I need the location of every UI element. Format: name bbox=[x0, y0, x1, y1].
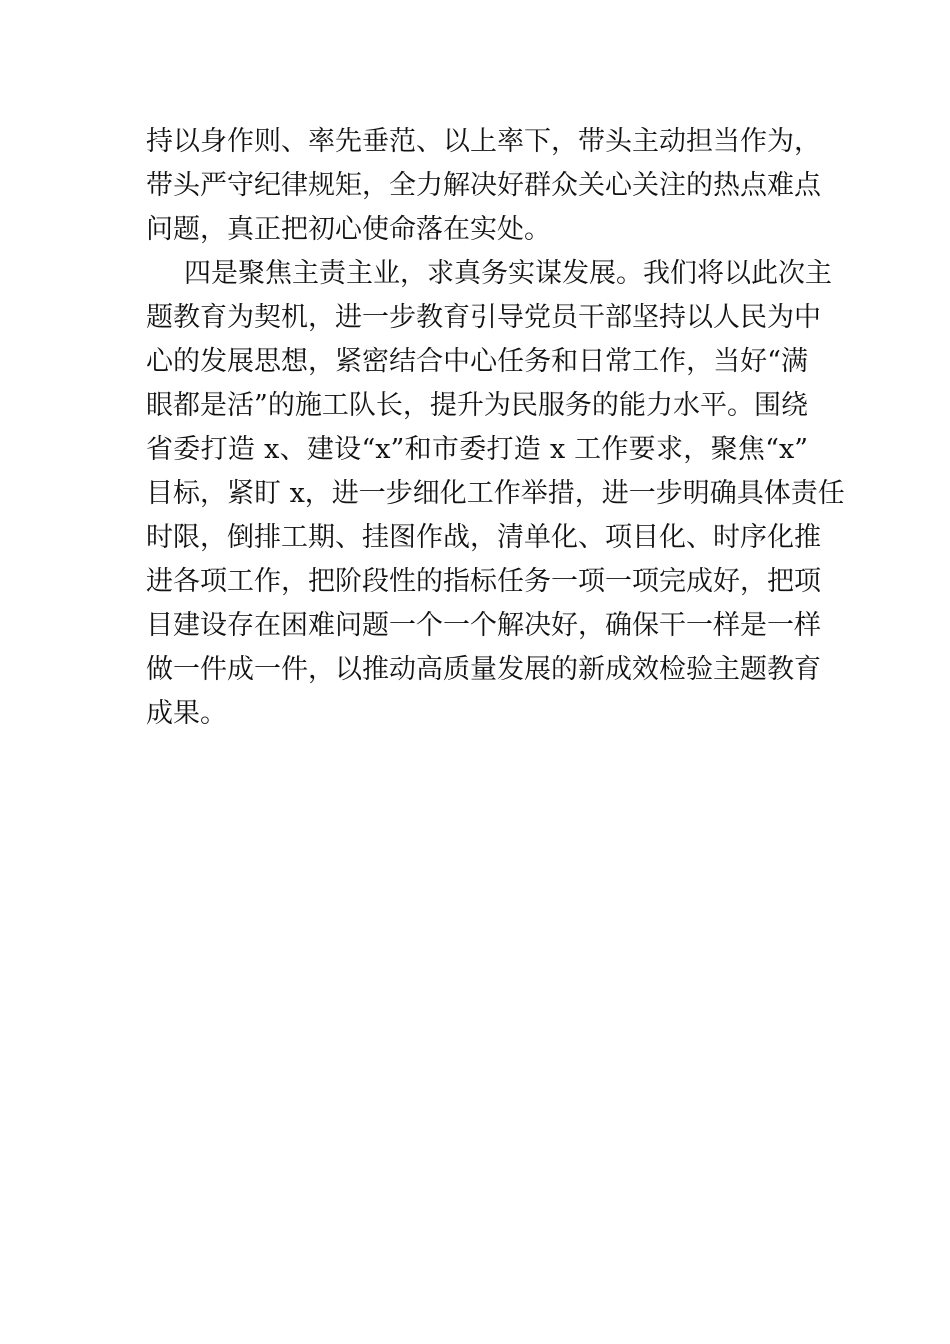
text-line: 带头严守纪律规矩，全力解决好群众关心关注的热点难点 bbox=[146, 170, 821, 201]
text-line: 四是聚焦主责主业，求真务实谋发展。我们将以此次主 bbox=[184, 258, 832, 289]
text-line: 心的发展思想，紧密结合中心任务和日常工作，当好“满 bbox=[146, 346, 808, 377]
text-line: 进各项工作，把阶段性的指标任务一项一项完成好，把项 bbox=[146, 566, 821, 597]
text-line: 题教育为契机，进一步教育引导党员干部坚持以人民为中 bbox=[146, 302, 821, 333]
text-line: 眼都是活”的施工队长，提升为民服务的能力水平。围绕 bbox=[146, 390, 808, 421]
text-line: 成果。 bbox=[146, 698, 227, 729]
paragraph-1 bbox=[146, 120, 821, 252]
text-line: 问题，真正把初心使命落在实处。 bbox=[146, 214, 551, 245]
text-line: 时限，倒排工期、挂图作战，清单化、项目化、时序化推 bbox=[146, 522, 821, 553]
document-body bbox=[146, 120, 845, 736]
text-line: 目建设存在困难问题一个一个解决好，确保干一样是一样 bbox=[146, 610, 821, 641]
text-line: 目标，紧盯 x，进一步细化工作举措，进一步明确具体责任 bbox=[146, 478, 845, 509]
text-line: 持以身作则、率先垂范、以上率下，带头主动担当作为， bbox=[146, 126, 821, 157]
paragraph-2 bbox=[146, 252, 845, 736]
text-line: 做一件成一件，以推动高质量发展的新成效检验主题教育 bbox=[146, 654, 821, 685]
text-line: 省委打造 x、建设“x”和市委打造 x 工作要求，聚焦“x” bbox=[146, 434, 808, 465]
